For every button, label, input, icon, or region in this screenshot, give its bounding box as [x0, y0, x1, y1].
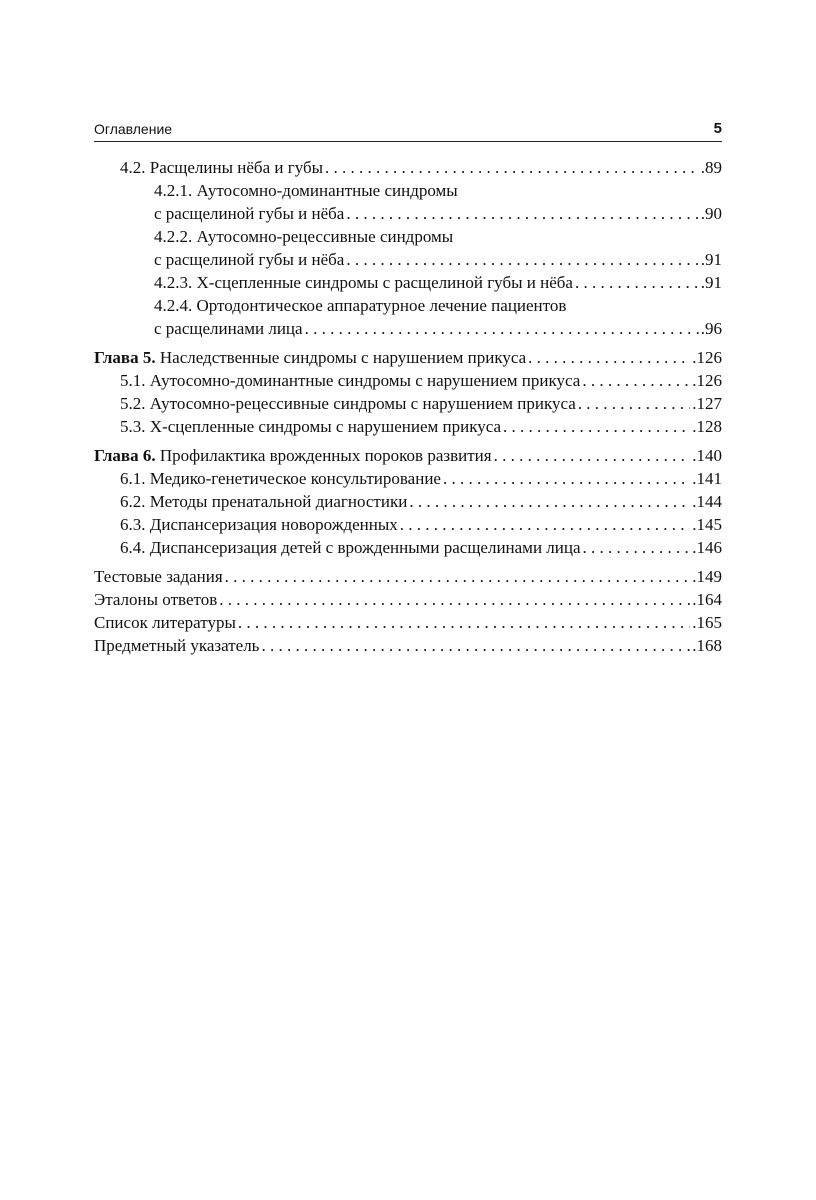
toc-entry-page: .126 — [692, 371, 722, 390]
dot-leader — [583, 536, 691, 559]
toc-entry-title: 5.1. Аутосомно-доминантные синдромы с нарушением прикуса — [120, 371, 581, 390]
toc-entry-4-2-4[interactable] — [94, 317, 722, 340]
dot-leader — [225, 565, 691, 588]
toc-entry-4-2-2[interactable] — [94, 248, 722, 271]
toc-entry-tests[interactable] — [94, 565, 722, 588]
toc-entry-title: 5.3. Х-сцепленные синдромы с нарушением прикуса — [120, 417, 502, 436]
toc-entry-4-2-1-title[interactable]: 4.2.1. Аутосомно-доминантные синдромы — [154, 181, 458, 200]
dot-leader — [582, 369, 690, 392]
toc-entry-page: .127 — [692, 394, 722, 413]
toc-entry-title — [94, 346, 526, 369]
toc-entry-title: с расщелиной губы и нёба — [154, 250, 345, 269]
toc-entry-answers[interactable] — [94, 588, 722, 611]
dot-leader — [443, 467, 690, 490]
toc-entry-title: Эталоны ответов — [94, 590, 218, 609]
toc-entry-title: Список литературы — [94, 613, 236, 632]
toc-entry-title: Тестовые задания — [94, 567, 223, 586]
header-title: Оглавление — [94, 121, 173, 137]
toc-entry-page: .90 — [700, 204, 722, 223]
toc-entry-title — [94, 444, 492, 467]
header-page-number: 5 — [713, 120, 722, 137]
toc-entry-page: .140 — [692, 446, 722, 465]
dot-leader — [238, 611, 690, 634]
toc-entry-page: .144 — [692, 492, 722, 511]
toc-entry-page: .126 — [692, 348, 722, 367]
toc-entry-5-1[interactable] — [94, 369, 722, 392]
toc-entry-title: 5.2. Аутосомно-рецессивные синдромы с нарушением прикуса — [120, 394, 576, 413]
toc-entry-page: .164 — [692, 590, 722, 609]
running-header — [94, 120, 722, 142]
toc-entry-title: с расщелиной губы и нёба — [154, 204, 345, 223]
dot-leader — [494, 444, 691, 467]
dot-leader — [400, 513, 690, 536]
toc-entry-title: Предметный указатель — [94, 636, 260, 655]
dot-leader — [346, 202, 698, 225]
toc-entry-4-2-2-title[interactable]: 4.2.2. Аутосомно-рецессивные синдромы — [154, 227, 454, 246]
toc-entry-title: 6.2. Методы пренатальной диагностики — [120, 492, 408, 511]
toc-entry-page: .91 — [700, 250, 722, 269]
toc-entry-6-4[interactable] — [94, 536, 722, 559]
toc-entry-page: .168 — [692, 636, 722, 655]
chapter-label: Глава 6. — [94, 446, 156, 465]
dot-leader — [409, 490, 690, 513]
toc-entry-page: .149 — [692, 567, 722, 586]
chapter-title: Наследственные синдромы с нарушением прикуса — [159, 348, 527, 367]
dot-leader — [346, 248, 698, 271]
toc-entry-title: 4.2.3. Х-сцепленные синдромы с расщелиной губы и нёба — [154, 273, 573, 292]
toc-entry-page: .145 — [692, 515, 722, 534]
dot-leader — [503, 415, 690, 438]
toc-entry-index[interactable] — [94, 634, 722, 657]
toc-entry-4-2-3[interactable] — [94, 271, 722, 294]
toc-entry-page: .91 — [700, 273, 722, 292]
toc-entry-page: .128 — [692, 417, 722, 436]
toc-entry-title: 6.3. Диспансеризация новорожденных — [120, 515, 398, 534]
toc-entry-4-2[interactable] — [94, 156, 722, 179]
toc-entry-title: с расщелинами лица — [154, 319, 303, 338]
toc-entry-title: 6.4. Диспансеризация детей с врожденными расщелинами лица — [120, 538, 581, 557]
chapter-title: Профилактика врожденных пороков развития — [159, 446, 492, 465]
toc-entry-page: .141 — [692, 469, 722, 488]
toc-chapter-6[interactable] — [94, 444, 722, 467]
dot-leader — [575, 271, 699, 294]
toc-entry-4-2-1[interactable] — [94, 202, 722, 225]
dot-leader — [578, 392, 690, 415]
toc-entry-page: .96 — [700, 319, 722, 338]
dot-leader — [325, 156, 699, 179]
toc-entry-title: 6.1. Медико-генетическое консультирование — [120, 469, 441, 488]
toc-entry-literature[interactable] — [94, 611, 722, 634]
dot-leader — [305, 317, 699, 340]
toc-chapter-5[interactable] — [94, 346, 722, 369]
toc-entry-6-2[interactable] — [94, 490, 722, 513]
chapter-label: Глава 5. — [94, 348, 156, 367]
dot-leader — [528, 346, 690, 369]
dot-leader — [219, 588, 690, 611]
dot-leader — [261, 634, 690, 657]
toc-entry-page: .146 — [692, 538, 722, 557]
toc-entry-page: .89 — [700, 158, 722, 177]
toc-entry-5-2[interactable] — [94, 392, 722, 415]
toc-entry-4-2-4-title[interactable]: 4.2.4. Ортодонтическое аппаратурное лечение пациентов — [154, 296, 567, 315]
toc-entry-6-3[interactable] — [94, 513, 722, 536]
toc-entry-6-1[interactable] — [94, 467, 722, 490]
toc-entry-5-3[interactable] — [94, 415, 722, 438]
table-of-contents — [94, 156, 722, 657]
toc-entry-title: 4.2. Расщелины нёба и губы — [120, 158, 324, 177]
toc-entry-page: .165 — [692, 613, 722, 632]
